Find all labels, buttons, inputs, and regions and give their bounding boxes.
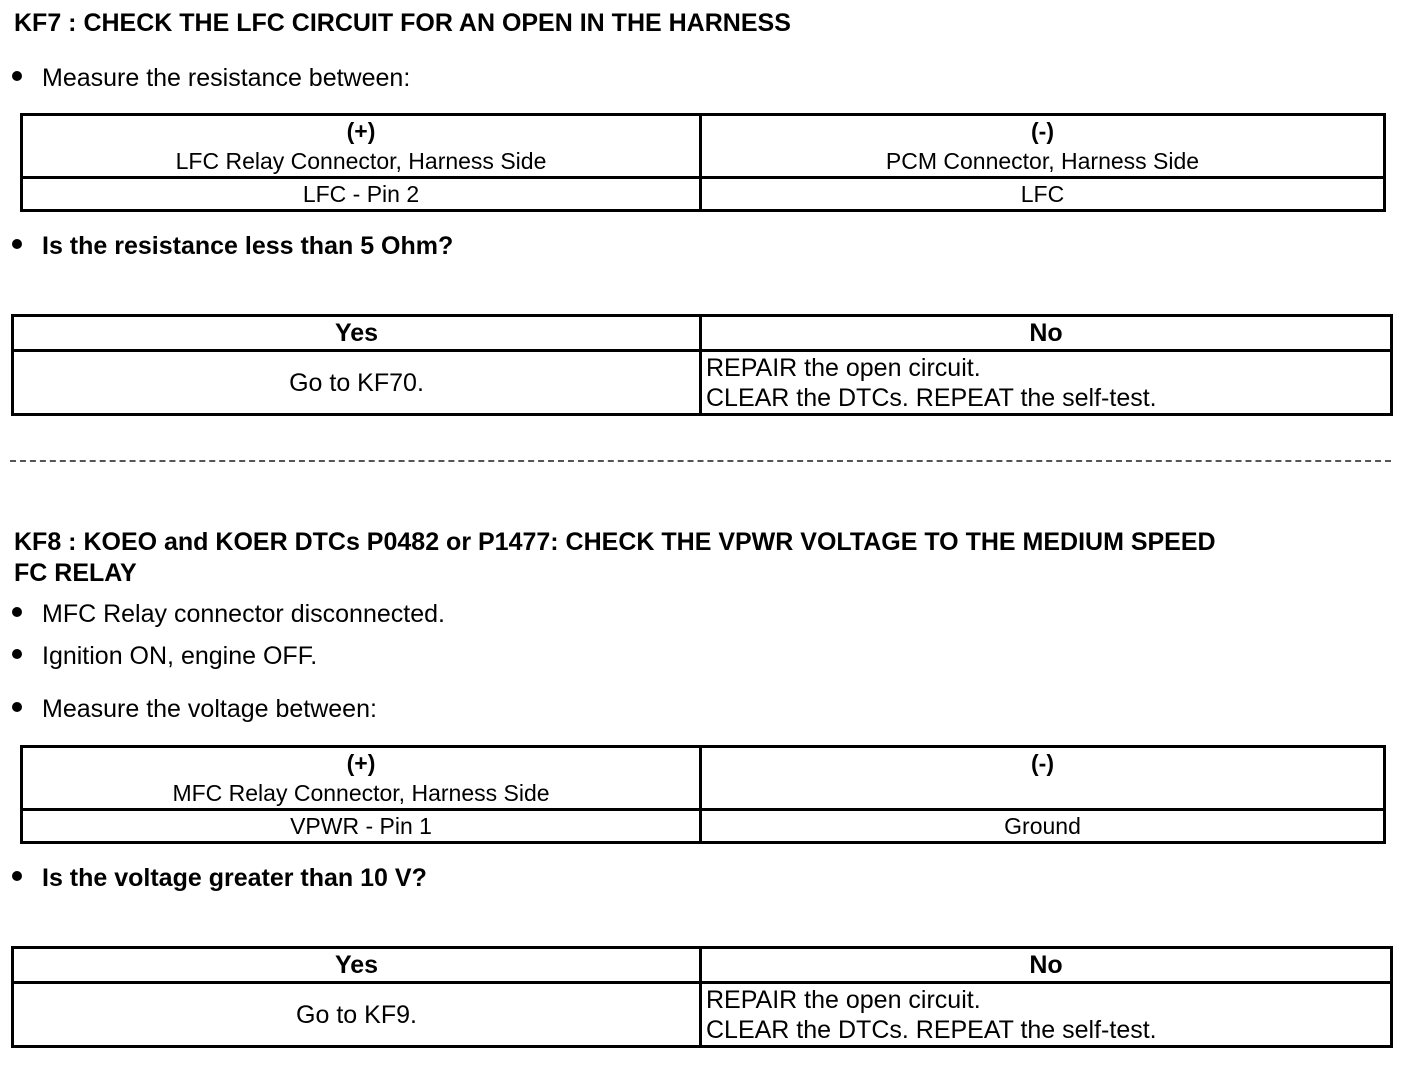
kf7-title: KF7 : CHECK THE LFC CIRCUIT FOR AN OPEN IN THE HARNESS xyxy=(14,9,791,37)
kf7-minus-label: PCM Connector, Harness Side xyxy=(885,148,1200,174)
kf8-no-action-line1: REPAIR the open circuit. xyxy=(706,985,981,1014)
kf8-question-bullet xyxy=(12,863,427,893)
kf8-bullet-2-text: Ignition ON, engine OFF. xyxy=(42,642,318,670)
kf8-measure-bullet xyxy=(12,694,377,724)
kf8-no-header: No xyxy=(701,948,1392,983)
kf7-question-bullet xyxy=(12,231,453,261)
kf8-measure-text: Measure the voltage between: xyxy=(42,695,377,723)
kf8-question: Is the voltage greater than 10 V? xyxy=(42,864,427,892)
kf8-bullet-2 xyxy=(12,641,317,671)
kf7-plus-header xyxy=(22,115,701,178)
kf7-no-action xyxy=(701,351,1392,415)
section-separator xyxy=(10,460,1391,462)
kf7-yes-action: Go to KF70. xyxy=(13,351,701,415)
kf7-no-action-line1: REPAIR the open circuit. xyxy=(706,353,981,382)
kf8-bullet-1 xyxy=(12,599,445,629)
kf8-minus-pin: Ground xyxy=(701,810,1385,843)
kf7-plus-pin: LFC - Pin 2 xyxy=(22,178,701,211)
kf7-result-table xyxy=(11,314,1393,416)
kf8-title-line2: FC RELAY xyxy=(14,559,137,587)
kf8-no-action xyxy=(701,983,1392,1047)
kf7-measure-text: Measure the resistance between: xyxy=(42,64,411,92)
bullet-dot-icon xyxy=(12,702,22,712)
kf8-no-action-line2: CLEAR the DTCs. REPEAT the self-test. xyxy=(706,1015,1157,1044)
kf7-plus-label: LFC Relay Connector, Harness Side xyxy=(175,148,547,174)
kf7-measure-table xyxy=(20,113,1386,212)
kf8-plus-label: MFC Relay Connector, Harness Side xyxy=(172,780,550,806)
bullet-dot-icon xyxy=(12,607,22,617)
kf8-title xyxy=(14,527,1216,589)
kf8-plus-header xyxy=(22,747,701,810)
kf7-no-header: No xyxy=(701,316,1392,351)
kf8-minus-header xyxy=(701,747,1385,810)
kf7-minus-header xyxy=(701,115,1385,178)
kf8-yes-header: Yes xyxy=(13,948,701,983)
kf7-minus-pin: LFC xyxy=(701,178,1385,211)
kf8-yes-action: Go to KF9. xyxy=(13,983,701,1047)
kf7-plus-symbol: (+) xyxy=(346,118,376,144)
kf8-minus-symbol: (-) xyxy=(1031,750,1054,776)
kf7-minus-symbol: (-) xyxy=(1031,118,1054,144)
bullet-dot-icon xyxy=(12,71,22,81)
kf7-yes-header: Yes xyxy=(13,316,701,351)
kf8-bullet-1-text: MFC Relay connector disconnected. xyxy=(42,600,445,628)
kf7-measure-bullet xyxy=(12,63,410,93)
kf8-measure-table xyxy=(20,745,1386,844)
kf8-plus-symbol: (+) xyxy=(346,750,376,776)
kf8-plus-pin: VPWR - Pin 1 xyxy=(22,810,701,843)
kf7-no-action-line2: CLEAR the DTCs. REPEAT the self-test. xyxy=(706,383,1157,412)
kf8-title-line1: KF8 : KOEO and KOER DTCs P0482 or P1477: CHECK THE VPWR VOLTAGE TO THE MEDIUM SPEED xyxy=(14,528,1216,556)
bullet-dot-icon xyxy=(12,871,22,881)
bullet-dot-icon xyxy=(12,649,22,659)
kf7-question: Is the resistance less than 5 Ohm? xyxy=(42,232,454,260)
bullet-dot-icon xyxy=(12,239,22,249)
kf8-result-table xyxy=(11,946,1393,1048)
